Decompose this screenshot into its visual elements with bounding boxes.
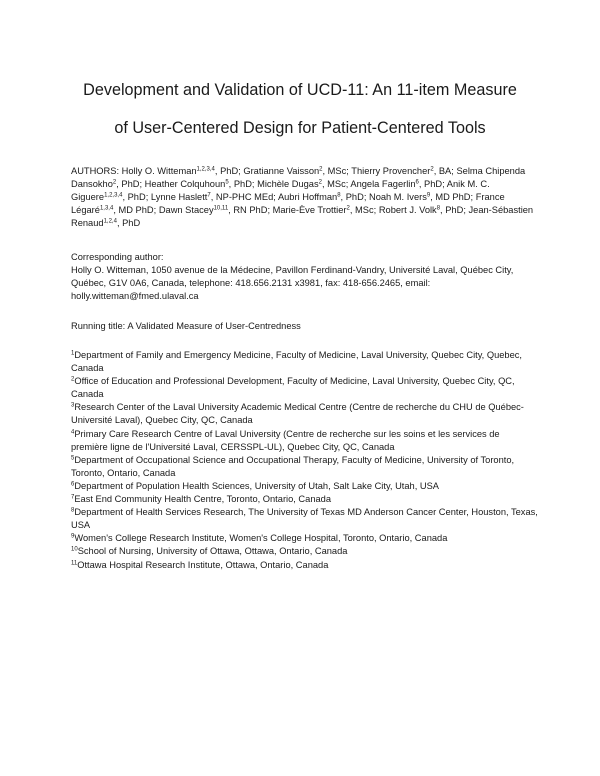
author-entry: Heather Colquhoun$^5$, PhD; — [144, 179, 255, 190]
author-affiliation-number: 10,11 — [213, 205, 229, 212]
author-degree: PhD — [220, 166, 239, 176]
authors-label: AUTHORS: — [71, 166, 120, 176]
author-name: Heather Colquhoun — [144, 179, 226, 190]
author-entry: Jean-Sébastien Renaud$^{1,2,4}$, PhD — [71, 205, 534, 229]
author-name: Lynne Haslett — [150, 192, 208, 203]
affiliation-text: Women's College Research Institute, Women's College Hospital, Toronto, Ontario, Canada — [74, 533, 448, 544]
author-name: Anik M. C. Giguere — [71, 179, 490, 203]
author-affiliation-number: 1,2,3,4 — [196, 166, 215, 173]
author-entry: Thierry Provencher$^2$, BA; — [351, 166, 454, 176]
affiliation-text: School of Nursing, University of Ottawa, Ottawa, Ontario, Canada — [77, 546, 348, 557]
affiliation-number: 5 — [71, 455, 75, 462]
author-entry: Marie-Ève Trottier$^2$, MSc; — [272, 205, 377, 216]
author-degree: PhD — [233, 179, 252, 190]
corresponding-label: Corresponding author: — [71, 252, 164, 262]
author-affiliation-number: 9 — [426, 192, 431, 199]
author-degree: PhD — [127, 192, 146, 203]
author-entry: France Légaré$^{1,3,4}$, MD PhD; — [71, 192, 505, 216]
affiliation-number: 1 — [71, 350, 75, 357]
author-name: Michèle Dugas — [257, 179, 319, 190]
author-entry: Holly O. Witteman$^{1,2,3,4}$, PhD; — [121, 166, 241, 176]
affiliation-number: 2 — [71, 376, 75, 383]
author-affiliation-number: 2 — [430, 166, 434, 173]
affiliation-text: Department of Family and Emergency Medicine, Faculty of Medicine, Laval University, Quebec City, Quebec, Canada — [71, 350, 522, 374]
affiliation-number: 8 — [71, 507, 75, 514]
affiliation-number: 9 — [71, 533, 75, 540]
affiliation-item — [71, 349, 538, 375]
paper-title-line-1: Development and Validation of UCD-11: An 11-item Measure — [83, 81, 517, 99]
authors-block — [71, 165, 538, 230]
affiliation-item — [71, 454, 538, 480]
author-affiliation-number: 2 — [319, 166, 323, 173]
affiliation-number: 11 — [71, 560, 78, 566]
authors-list — [71, 165, 538, 230]
author-name: Jean-Sébastien Renaud — [71, 205, 534, 229]
affiliation-item — [71, 559, 538, 572]
author-degree: RN PhD — [233, 205, 268, 216]
author-entry: Anik M. C. Giguere$^{1,2,3,4}$, PhD; — [71, 179, 490, 203]
author-name: Aubri Hoffman — [277, 192, 338, 203]
author-entry: Robert J. Volk$^8$, PhD; — [378, 205, 466, 216]
author-name: Marie-Ève Trottier — [272, 205, 347, 216]
author-affiliation-number: 1,3,4 — [99, 205, 114, 212]
author-affiliation-number: 5 — [225, 179, 229, 186]
running-title: Running title: A Validated Measure of User-Centredness — [71, 321, 301, 331]
author-affiliation-number: 6 — [415, 179, 419, 186]
affiliation-number: 7 — [71, 494, 75, 501]
corresponding-text: Holly O. Witteman, 1050 avenue de la Médecine, Pavillon Ferdinand-Vandry, Université Laval, Québec City, Québec, G1V 0A6, Canada, telephone: 418.656.2131 x3981, fax: 418-656.2465, email: holly.witteman@fmed.ulaval.ca — [71, 265, 514, 302]
affiliation-number: 6 — [71, 481, 75, 488]
affiliation-text: Department of Population Health Sciences, University of Utah, Salt Lake City, Utah, USA — [74, 480, 439, 491]
affiliation-number: 3 — [71, 402, 75, 409]
author-affiliation-number: 7 — [207, 192, 211, 199]
affiliation-item — [71, 428, 538, 454]
affiliation-number: 10 — [71, 546, 78, 553]
author-degree: MD PhD — [435, 192, 471, 203]
author-degree: PhD — [122, 218, 141, 229]
paper-title-line-2: of User-Centered Design for Patient-Centered Tools — [114, 119, 486, 137]
author-affiliation-number: 8 — [436, 205, 441, 212]
affiliation-item — [71, 401, 538, 427]
author-entry: Lynne Haslett$^7$, NP-PHC MEd; — [150, 192, 276, 203]
author-entry: Selma Chipenda Dansokho$^2$, PhD; — [71, 166, 526, 190]
author-name: France Légaré — [71, 192, 505, 216]
affiliation-text: Department of Occupational Science and Occupational Therapy, Faculty of Medicine, University of Toronto, Toronto, Ontario, Canada — [71, 454, 515, 478]
author-affiliation-number: 1,2,4 — [103, 218, 117, 225]
author-entry: Michèle Dugas$^2$, MSc; — [257, 179, 349, 190]
author-degree: MSc — [327, 179, 346, 190]
affiliation-text: Department of Health Services Research, The University of Texas MD Anderson Cancer Center, Houston, Texas, USA — [71, 507, 538, 531]
affiliation-item — [71, 506, 538, 532]
affiliation-item — [71, 545, 538, 558]
corresponding-author-block — [71, 251, 538, 303]
author-affiliation-number: 8 — [337, 192, 341, 199]
author-entry: Angela Fagerlin$^6$, PhD; — [350, 179, 445, 190]
author-name: Noah M. Ivers — [369, 192, 427, 203]
author-entry: Dawn Stacey$^{10,11}$, RN PhD; — [158, 205, 271, 216]
affiliation-text: Ottawa Hospital Research Institute, Ottawa, Ontario, Canada — [77, 559, 329, 570]
author-name: Dawn Stacey — [158, 205, 214, 216]
author-degree: PhD — [424, 179, 443, 190]
author-affiliation-number: 2 — [346, 205, 350, 212]
author-name: Thierry Provencher — [351, 166, 431, 176]
author-degree: MSc — [327, 166, 347, 176]
author-degree: PhD — [445, 205, 464, 216]
author-degree: PhD — [121, 179, 140, 190]
author-degree: MSc — [355, 205, 374, 216]
author-affiliation-number: 2 — [318, 179, 322, 186]
author-entry: Noah M. Ivers$^9$, MD PhD; — [369, 192, 474, 203]
author-name: Angela Fagerlin — [350, 179, 416, 190]
author-name: Holly O. Witteman — [121, 166, 197, 176]
affiliation-number: 4 — [71, 429, 75, 436]
author-name: Selma Chipenda Dansokho — [71, 166, 526, 190]
author-affiliation-number: 2 — [112, 179, 117, 186]
author-entry: Aubri Hoffman$^8$, PhD; — [277, 192, 367, 203]
author-degree: MD PhD — [118, 205, 154, 216]
author-entry: Gratianne Vaisson$^2$, MSc; — [243, 166, 349, 176]
affiliation-item — [71, 532, 538, 545]
affiliation-item — [71, 375, 538, 401]
affiliation-text: Primary Care Research Centre of Laval University (Centre de recherche sur les soins et les services de première ligne de l'Université Laval, CERSSPL-UL), Quebec City, QC, Canada — [71, 428, 500, 452]
author-degree: NP-PHC MEd — [215, 192, 274, 203]
affiliation-text: East End Community Health Centre, Toronto, Ontario, Canada — [74, 494, 332, 505]
affiliation-item — [71, 493, 538, 506]
author-degree: BA — [438, 166, 452, 176]
author-degree: PhD — [345, 192, 364, 203]
author-name: Robert J. Volk — [378, 205, 437, 216]
affiliation-text: Office of Education and Professional Development, Faculty of Medicine, Laval University, Quebec City, QC, Canada — [71, 376, 515, 400]
author-affiliation-number: 1,2,3,4 — [104, 192, 123, 199]
affiliations-list — [71, 349, 538, 572]
affiliation-item — [71, 480, 538, 493]
affiliation-text: Research Center of the Laval University Academic Medical Centre (Centre de recherche du CHU de Québec-Université Laval), Quebec City, QC, Canada — [71, 402, 524, 426]
author-name: Gratianne Vaisson — [243, 166, 320, 176]
